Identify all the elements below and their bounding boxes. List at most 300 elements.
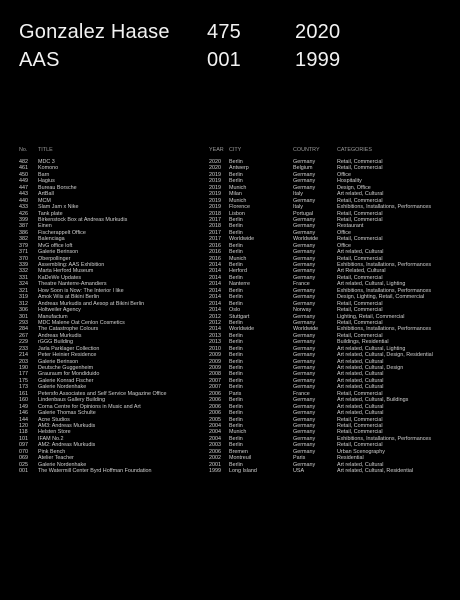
cell-country: Germany (293, 159, 316, 165)
cell-no: 214 (19, 352, 28, 359)
table-row[interactable] (19, 468, 449, 474)
cell-country: Germany (293, 294, 316, 301)
cell-country: Norway (293, 307, 312, 314)
cell-title: The Catastrophe Colours (38, 326, 99, 333)
cell-year: 2006 (209, 390, 221, 397)
cell-year: 2004 (209, 435, 221, 442)
cell-city: Berlin (229, 171, 243, 178)
cell-categories: Office (337, 171, 351, 178)
cell-year: 2009 (209, 365, 221, 371)
project-count-latest: 475 (207, 21, 241, 43)
cell-categories: Retail, Commercial (337, 390, 383, 397)
cell-title: How Soon is Now: The Interior I like (38, 287, 124, 294)
cell-city: Antwerp (229, 165, 249, 172)
cell-title: MDC 3 (38, 159, 55, 165)
cell-categories: Art related, Cultural (337, 191, 384, 198)
cell-title: Birkenstock Box at Andreas Murkudis (38, 216, 128, 223)
cell-categories: Retail, Commercial (337, 274, 383, 281)
cell-country: Germany (293, 339, 316, 346)
cell-year: 2012 (209, 313, 221, 320)
cell-title: Manufactum (38, 313, 68, 320)
cell-country: Germany (293, 371, 316, 378)
cell-categories: Retail, Commercial (337, 159, 383, 165)
hero-header (19, 20, 460, 80)
cell-country: France (293, 281, 310, 288)
cell-year: 2020 (209, 165, 221, 172)
cell-year: 2006 (209, 448, 221, 455)
cell-no: 120 (19, 422, 28, 429)
cell-title: Jarla Parklager Collection (38, 345, 100, 352)
cell-no: 001 (19, 468, 28, 474)
cell-categories: Buildings, Residential (337, 339, 389, 346)
cell-year: 2008 (209, 371, 221, 378)
cell-categories: Art related, Cultural (337, 377, 384, 384)
cell-year: 2017 (209, 236, 221, 243)
cell-year: 2007 (209, 384, 221, 391)
cell-city: Worldwide (229, 236, 255, 243)
cell-no: 097 (19, 442, 28, 449)
cell-year: 1999 (209, 468, 221, 474)
cell-categories: Exhibitions, Installations, Performances (337, 287, 432, 294)
cell-year: 2001 (209, 461, 221, 468)
cell-no: 319 (19, 294, 28, 301)
project-table (19, 147, 449, 474)
cell-country: Germany (293, 300, 316, 307)
cell-country: Germany (293, 442, 316, 449)
cell-country: Germany (293, 332, 316, 339)
cell-categories: Office (337, 242, 351, 249)
column-header-city: CITY (229, 147, 242, 153)
cell-categories: Retail, Commercial (337, 429, 383, 436)
cell-country: Germany (293, 461, 316, 468)
cell-categories: Exhibitions, Installations, Performances (337, 204, 432, 211)
cell-year: 2016 (209, 255, 221, 262)
cell-city: Lisbon (229, 210, 245, 217)
cell-title: Galerie Thomas Schulte (38, 410, 96, 417)
cell-year: 2019 (209, 171, 221, 178)
cell-year: 2014 (209, 281, 221, 288)
cell-country: Italy (293, 204, 303, 211)
cell-no: 301 (19, 313, 28, 320)
cell-no: 482 (19, 159, 28, 165)
cell-year: 2019 (209, 197, 221, 204)
cell-no: 370 (19, 255, 28, 262)
cell-no: 371 (19, 249, 28, 256)
cell-city: Berlin (229, 345, 243, 352)
cell-city: Munich (229, 197, 247, 204)
cell-title: IFAM No.2 (38, 435, 64, 442)
cell-country: Germany (293, 319, 316, 326)
cell-city: Berlin (229, 339, 243, 346)
cell-country: Germany (293, 397, 316, 404)
cell-no: 146 (19, 410, 28, 417)
cell-country: Germany (293, 268, 316, 275)
cell-no: 387 (19, 223, 28, 230)
cell-year: 2014 (209, 287, 221, 294)
cell-title: Amok Wiis at Bikini Berlin (38, 294, 100, 301)
cell-city: Munich (229, 184, 247, 191)
cell-categories: Retail, Commercial (337, 319, 383, 326)
cell-title: Assembling: AAS Exhibition (38, 262, 105, 268)
cell-country: Germany (293, 229, 316, 236)
cell-city: Milan (229, 191, 242, 198)
cell-title: Helsten Store (38, 429, 71, 436)
cell-city: Munich (229, 429, 247, 436)
studio-name: Gonzalez Haase (19, 21, 170, 43)
cell-year: 2003 (209, 442, 221, 449)
cell-country: Germany (293, 313, 316, 320)
cell-no: 173 (19, 384, 28, 391)
column-header-no: No. (19, 147, 28, 153)
cell-title: Petersfo Associates and Self Service Magazine Office (38, 390, 167, 397)
cell-country: Paris (293, 455, 306, 462)
cell-no: 233 (19, 345, 28, 352)
year-latest: 2020 (295, 21, 341, 43)
cell-categories: Art related, Cultural (337, 403, 384, 410)
cell-no: 443 (19, 191, 28, 198)
cell-no: 461 (19, 165, 28, 172)
cell-no: 332 (19, 268, 28, 275)
cell-year: 2006 (209, 403, 221, 410)
cell-city: Bremen (229, 448, 248, 455)
cell-year: 2004 (209, 429, 221, 436)
cell-year: 2013 (209, 332, 221, 339)
column-header-year: YEAR (209, 147, 224, 153)
cell-no: 203 (19, 358, 28, 365)
cell-year: 2005 (209, 416, 221, 423)
cell-title: Theatre Nanterre-Amandiers (38, 281, 107, 288)
cell-city: Berlin (229, 422, 243, 429)
cell-city: Berlin (229, 332, 243, 339)
cell-title: AM2: Andreas Murkudis (38, 442, 96, 449)
cell-country: USA (293, 468, 305, 474)
cell-categories: Art related, Cultural (337, 371, 384, 378)
cell-no: 382 (19, 236, 28, 243)
cell-no: 070 (19, 448, 28, 455)
cell-country: Germany (293, 287, 316, 294)
column-header-title: TITLE (38, 147, 53, 153)
cell-title: Galerie Nordenhake (38, 384, 87, 391)
cell-categories: Art related, Cultural (337, 461, 384, 468)
cell-country: Germany (293, 255, 316, 262)
cell-categories: Retail, Commercial (337, 197, 383, 204)
cell-title: The Watermill Center Byrd Hoffman Foundation (38, 468, 152, 474)
cell-no: 267 (19, 332, 28, 339)
cell-title: Grauraum for Mondiduido (38, 371, 100, 378)
cell-title: Oberpollinger (38, 255, 71, 262)
column-header-country: COUNTRY (293, 147, 320, 153)
cell-year: 2006 (209, 410, 221, 417)
cell-no: 190 (19, 365, 28, 371)
cell-country: Belgium (293, 165, 313, 172)
cell-categories: Exhibitions, Installations, Performances (337, 262, 432, 268)
cell-year: 2014 (209, 300, 221, 307)
cell-title: Galerie Konrad Fischer (38, 377, 94, 384)
cell-no: 321 (19, 287, 28, 294)
cell-year: 2019 (209, 191, 221, 198)
cell-country: Germany (293, 345, 316, 352)
studio-abbreviation: AAS (19, 49, 60, 71)
cell-country: Germany (293, 416, 316, 423)
cell-year: 2014 (209, 268, 221, 275)
cell-city: Herford (229, 268, 247, 275)
cell-title: Andreas Murkudis and Aesop at Bikini Berlin (38, 300, 145, 307)
cell-no: 447 (19, 184, 28, 191)
cell-categories: Art related, Cultural, Residential (337, 468, 414, 474)
cell-no: 379 (19, 242, 28, 249)
cell-country: Germany (293, 223, 316, 230)
cell-city: Berlin (229, 229, 243, 236)
cell-city: Berlin (229, 159, 243, 165)
cell-city: Stuttgart (229, 313, 250, 320)
cell-city: Munich (229, 255, 247, 262)
cell-country: Germany (293, 365, 316, 371)
cell-year: 2017 (209, 229, 221, 236)
cell-categories: Restaurant (337, 223, 364, 230)
cell-title: MCM (38, 197, 51, 204)
cell-title: Peter Heinier Residence (38, 352, 97, 359)
cell-city: Worldwide (229, 326, 255, 333)
cell-no: 229 (19, 339, 28, 346)
cell-year: 2014 (209, 262, 221, 268)
cell-country: Germany (293, 384, 316, 391)
cell-title: Lindenbaus Gallery Building (38, 397, 106, 404)
cell-no: 339 (19, 262, 28, 268)
cell-no: 160 (19, 397, 28, 404)
cell-categories: Retail, Commercial (337, 422, 383, 429)
cell-no: 440 (19, 197, 28, 204)
cell-categories: Art Related, Cultural (337, 268, 386, 275)
cell-city: Berlin (229, 371, 243, 378)
cell-country: Germany (293, 352, 316, 359)
cell-city: Berlin (229, 384, 243, 391)
cell-city: Berlin (229, 274, 243, 281)
cell-country: Germany (293, 262, 316, 268)
cell-country: Italy (293, 191, 303, 198)
cell-categories: Retail, Commercial (337, 300, 383, 307)
cell-no: 069 (19, 455, 28, 462)
table-body (19, 159, 449, 474)
cell-year: 2007 (209, 377, 221, 384)
cell-city: Berlin (229, 262, 243, 268)
cell-country: Germany (293, 249, 316, 256)
cell-categories: Hospitality (337, 178, 362, 185)
cell-no: 312 (19, 300, 28, 307)
cell-no: 284 (19, 326, 28, 333)
cell-year: 2012 (209, 319, 221, 326)
cell-title: Slam Jam x Nike (38, 204, 79, 211)
cell-title: MvG office loft (38, 242, 73, 249)
cell-categories: Retail, Commercial (337, 255, 383, 262)
cell-title: Bureau Borsche (38, 184, 77, 191)
cell-year: 2014 (209, 294, 221, 301)
cell-title: Holtweiler Agency (38, 307, 81, 314)
cell-title: rGGG Building (38, 339, 74, 346)
cell-categories: Retail, Commercial (337, 216, 383, 223)
cell-categories: Retail, Commercial (337, 307, 383, 314)
cell-title: Galerie Berinson (38, 358, 79, 365)
cell-no: 306 (19, 307, 28, 314)
cell-title: Fischerappelt Office (38, 229, 86, 236)
cell-no: 433 (19, 204, 28, 211)
cell-title: KaDeWe Updates (38, 274, 82, 281)
cell-no: 177 (19, 371, 28, 378)
cell-country: Germany (293, 422, 316, 429)
year-first: 1999 (295, 49, 341, 71)
cell-title: Galerie Nordenhake (38, 461, 87, 468)
cell-country: Portugal (293, 210, 314, 217)
cell-no: 025 (19, 461, 28, 468)
cell-city: Berlin (229, 178, 243, 185)
cell-country: Germany (293, 377, 316, 384)
cell-year: 2004 (209, 422, 221, 429)
cell-no: 426 (19, 210, 28, 217)
cell-categories: Art related, Cultural (337, 249, 384, 256)
cell-categories: Art related, Cultural, Buildings (337, 397, 409, 404)
cell-no: 331 (19, 274, 28, 281)
cell-categories: Retail, Commercial (337, 236, 383, 243)
cell-country: Germany (293, 171, 316, 178)
cell-year: 2016 (209, 249, 221, 256)
cell-city: Montreuil (229, 455, 252, 462)
cell-title: MDC Malene Oat Cenlon Cosmetics (38, 319, 125, 326)
cell-year: 2020 (209, 159, 221, 165)
cell-year: 2013 (209, 339, 221, 346)
cell-city: Berlin (229, 242, 243, 249)
cell-year: 2009 (209, 358, 221, 365)
cell-categories: Design, Lighting, Retail, Commercial (337, 294, 425, 301)
cell-city: Long Island (229, 468, 257, 474)
cell-city: Berlin (229, 216, 243, 223)
cell-categories: Art related, Cultural, Design (337, 365, 404, 371)
cell-city: Berlin (229, 358, 243, 365)
cell-country: France (293, 390, 310, 397)
cell-city: Florence (229, 204, 250, 211)
cell-country: Germany (293, 448, 316, 455)
cell-no: 399 (19, 216, 28, 223)
cell-year: 2009 (209, 352, 221, 359)
cell-categories: Art related, Cultural (337, 410, 384, 417)
cell-country: Germany (293, 197, 316, 204)
cell-year: 2017 (209, 216, 221, 223)
cell-year: 2010 (209, 345, 221, 352)
cell-categories: Art related, Cultural, Design, Residential (337, 352, 433, 359)
cell-city: Berlin (229, 435, 243, 442)
cell-country: Worldwide (293, 326, 319, 333)
cell-categories: Lighting, Retail, Commercial (337, 313, 405, 320)
cell-categories: Retail, Commercial (337, 416, 383, 423)
cell-country: Germany (293, 184, 316, 191)
cell-country: Germany (293, 410, 316, 417)
project-count-first: 001 (207, 49, 241, 71)
cell-city: Berlin (229, 461, 243, 468)
cell-country: Germany (293, 435, 316, 442)
cell-categories: Retail, Commercial (337, 332, 383, 339)
cell-country: Worldwide (293, 236, 319, 243)
cell-no: 324 (19, 281, 28, 288)
cell-year: 2006 (209, 397, 221, 404)
column-header-categories: CATEGORIES (337, 147, 372, 153)
cell-city: Berlin (229, 416, 243, 423)
cell-categories: Art related, Cultural, Lighting (337, 281, 406, 288)
cell-no: 175 (19, 377, 28, 384)
cell-no: 118 (19, 429, 28, 436)
cell-no: 149 (19, 403, 28, 410)
cell-title: Barn (38, 171, 50, 178)
cell-no: 144 (19, 416, 28, 423)
cell-title: Marta Herford Museum (38, 268, 94, 275)
cell-country: Germany (293, 358, 316, 365)
cell-title: Andreas Murkudis (38, 332, 82, 339)
cell-city: Berlin (229, 287, 243, 294)
cell-no: 101 (19, 435, 28, 442)
cell-country: Germany (293, 242, 316, 249)
table-header (19, 147, 449, 159)
cell-title: Galerie Berinson (38, 249, 79, 256)
cell-categories: Urban Scenography (337, 448, 385, 455)
cell-title: Einen (38, 223, 52, 230)
cell-year: 2014 (209, 307, 221, 314)
cell-title: Acne Studios (38, 416, 70, 423)
cell-title: Tank plate (38, 210, 63, 217)
cell-categories: Design, Office (337, 184, 371, 191)
cell-city: Berlin (229, 249, 243, 256)
cell-year: 2019 (209, 184, 221, 191)
cell-categories: Art related, Cultural (337, 358, 384, 365)
cell-title: Deutsche Guggenheim (38, 365, 94, 371)
cell-year: 2019 (209, 204, 221, 211)
cell-categories: Art related, Cultural, Lighting (337, 345, 406, 352)
cell-categories: Residential (337, 455, 364, 462)
cell-city: Berlin (229, 377, 243, 384)
cell-city: Nanterre (229, 281, 250, 288)
cell-city: Berlin (229, 410, 243, 417)
cell-city: Berlin (229, 397, 243, 404)
cell-country: Germany (293, 403, 316, 410)
cell-city: Berlin (229, 300, 243, 307)
cell-categories: Retail, Commercial (337, 442, 383, 449)
cell-country: Germany (293, 429, 316, 436)
cell-title: ArtBall (38, 191, 54, 198)
cell-categories: Art related, Cultural (337, 384, 384, 391)
cell-categories: Office (337, 229, 351, 236)
cell-categories: Retail, Commercial (337, 165, 383, 172)
cell-city: Paris (229, 390, 242, 397)
cell-no: 293 (19, 319, 28, 326)
cell-city: Berlin (229, 319, 243, 326)
cell-city: Berlin (229, 352, 243, 359)
cell-year: 2018 (209, 223, 221, 230)
cell-city: Berlin (229, 294, 243, 301)
cell-title: Komono (38, 165, 59, 172)
cell-title: Balenciaga (38, 236, 65, 243)
cell-city: Berlin (229, 365, 243, 371)
cell-title: Atelier Teacher (38, 455, 74, 462)
cell-country: Germany (293, 178, 316, 185)
cell-no: 161 (19, 390, 28, 397)
cell-no: 449 (19, 178, 28, 185)
cell-country: Germany (293, 274, 316, 281)
cell-year: 2016 (209, 242, 221, 249)
cell-no: 386 (19, 229, 28, 236)
cell-no: 450 (19, 171, 28, 178)
cell-city: Berlin (229, 442, 243, 449)
cell-city: Berlin (229, 223, 243, 230)
cell-year: 2018 (209, 210, 221, 217)
cell-city: Berlin (229, 403, 243, 410)
cell-categories: Exhibitions, Installations, Performances (337, 435, 432, 442)
cell-categories: Exhibitions, Installations, Performances (337, 326, 432, 333)
